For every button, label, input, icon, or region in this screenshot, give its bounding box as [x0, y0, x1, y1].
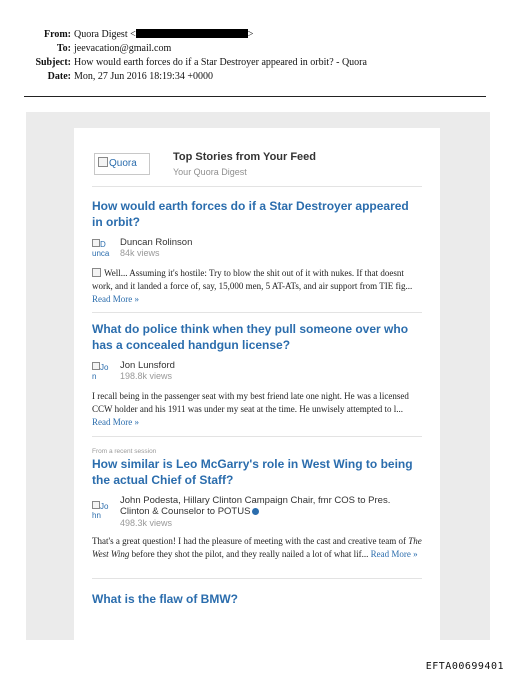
subject-value: How would earth forces do if a Star Destroyer appeared in orbit? - Quora	[74, 57, 367, 68]
broken-image-icon	[92, 501, 100, 509]
author-name-link[interactable]: Duncan Rolinson	[120, 237, 193, 248]
from-end: >	[247, 29, 254, 40]
verified-badge-icon	[252, 508, 259, 515]
story-title-link[interactable]: What do police think when they pull someone over who has a concealed handgun license?	[92, 322, 409, 352]
author-credential: John Podesta, Hillary Clinton Campaign Chair, fmr COS to Pres. Clinton & Counselor to POTUS	[120, 495, 391, 517]
from-label: From:	[43, 29, 71, 40]
avatar-alt-text: unca	[92, 249, 110, 258]
digest-title: Top Stories from Your Feed	[173, 151, 317, 163]
author-avatar[interactable]	[92, 501, 112, 523]
subject-label: Subject:	[35, 57, 71, 68]
header-divider	[24, 96, 486, 97]
quora-logo-alt: Quora	[109, 158, 137, 169]
author-row	[92, 237, 422, 263]
avatar-alt-text: Jo	[100, 363, 109, 372]
avatar-alt-text: n	[92, 372, 97, 381]
story-title-link[interactable]: How similar is Leo McGarry's role in West Wing to being the actual Chief of Staff?	[92, 457, 413, 487]
to-value: jeevacation@gmail.com	[74, 43, 172, 54]
broken-image-icon	[92, 239, 100, 247]
document-id: EFTA00699401	[425, 661, 504, 672]
recent-session-tag: From a recent session	[92, 448, 157, 455]
subject-row	[0, 56, 512, 70]
read-more-link[interactable]: Read More »	[92, 417, 139, 427]
view-count: 84k views	[120, 248, 160, 258]
snippet-text: I recall being in the passenger seat with my best friend late one night. He was a licensed CCW holder and his 1911 was under my seat at the time. He unwisely attempted to l...	[92, 391, 409, 414]
view-count: 498.3k views	[120, 518, 173, 528]
story-item	[92, 591, 422, 607]
to-row	[0, 42, 512, 56]
snippet-text: Well... Assuming it's hostile: Try to blow the shit out of it with nukes. If that doesnt work, and it landed a force of, say, 15,000 men, 5 AT-ATs, and air support from TIE fig...	[92, 268, 413, 291]
divider	[92, 312, 422, 313]
view-count: 198.8k views	[120, 371, 173, 381]
to-label: To:	[56, 43, 71, 54]
story-title-link[interactable]: How would earth forces do if a Star Destroyer appeared in orbit?	[92, 199, 409, 229]
snippet-text: before they shot the pilot, and they really nailed a lot of what lif...	[129, 549, 369, 559]
story-item	[92, 448, 422, 561]
snippet-emphasis: The West Wing	[92, 536, 422, 559]
avatar-alt-text: Jo	[100, 502, 109, 511]
date-row	[0, 70, 512, 84]
read-more-link[interactable]: Read More »	[370, 549, 418, 559]
story-snippet	[92, 535, 422, 561]
quora-logo-link[interactable]	[94, 153, 150, 175]
snippet-text: That's a great question! I had the pleasure of meeting with the cast and creative team of	[92, 536, 409, 546]
author-name-link[interactable]: Jon Lunsford	[120, 360, 175, 371]
author-avatar[interactable]	[92, 362, 112, 384]
story-item	[92, 321, 422, 429]
from-name: Quora Digest <	[74, 29, 136, 40]
date-value: Mon, 27 Jun 2016 18:19:34 +0000	[74, 71, 213, 82]
divider	[92, 186, 422, 187]
story-snippet	[92, 390, 422, 429]
read-more-link[interactable]: Read More »	[92, 294, 139, 304]
digest-card	[74, 128, 440, 640]
author-avatar[interactable]	[92, 239, 112, 261]
email-header	[0, 28, 512, 84]
broken-image-icon	[92, 268, 101, 277]
from-row	[0, 28, 512, 42]
divider	[92, 436, 422, 437]
story-snippet	[92, 267, 422, 306]
story-item	[92, 198, 422, 306]
avatar-alt-text: hn	[92, 511, 101, 520]
author-name-link[interactable]	[120, 495, 420, 517]
digest-subtitle: Your Quora Digest	[173, 167, 247, 177]
broken-image-icon	[92, 362, 100, 370]
redaction-bar	[136, 29, 248, 38]
broken-image-icon	[98, 157, 108, 167]
divider	[92, 578, 422, 579]
from-value	[74, 28, 253, 42]
avatar-alt-text: D	[100, 240, 106, 249]
story-title-link[interactable]: What is the flaw of BMW?	[92, 592, 238, 606]
author-row	[92, 495, 422, 531]
date-label: Date:	[47, 71, 71, 82]
author-row	[92, 360, 422, 386]
